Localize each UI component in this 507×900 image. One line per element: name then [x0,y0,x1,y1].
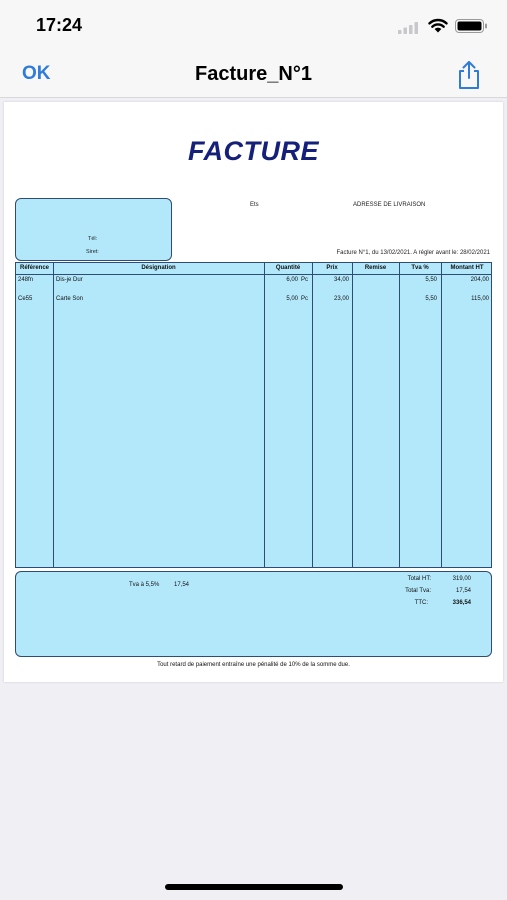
totals-box [15,571,492,657]
delivery-address-label: ADRESSE DE LIVRAISON [353,202,426,208]
header-vat: Tva % [411,265,429,271]
signal-icon [398,22,418,34]
battery-icon [455,19,488,33]
ttc-value: 336,54 [452,600,471,606]
header-discount: Remise [364,265,387,271]
share-button[interactable] [455,60,483,90]
vat-breakdown-label: Tva à 5,5% [129,582,160,588]
total-ht-value: 319,00 [452,576,471,582]
header-quantity: Quantité [275,265,301,271]
ttc-label: TTC: [414,600,428,606]
navigation-bar [0,52,507,98]
header-reference: Référence [19,265,49,271]
table-row-1-quantity: 6,00 [286,277,298,283]
table-row-1-designation: Dis-je Dur [56,277,83,283]
invoice-heading: FACTURE [188,136,319,166]
home-indicator[interactable] [165,884,343,890]
page-title: Facture_N°1 [195,63,312,85]
share-icon [455,60,483,90]
table-row-1-amount: 204,00 [470,277,489,283]
company-name: Ets [250,202,259,208]
client-box [15,198,172,261]
invoice-info-line: Facture N°1, du 13/02/2021. A régler avant le: 28/02/2021 [336,250,490,256]
header-designation: Désignation [141,265,176,271]
total-ht-label: Total HT: [407,576,431,582]
wifi-icon [428,17,448,33]
invoice-document [4,102,503,682]
table-row-2-reference: Ce55 [18,296,33,302]
table-row-2-quantity: 5,00 [286,296,298,302]
table-row-1-vat: 5,50 [425,277,437,283]
items-table [15,262,492,568]
table-row-1-reference: 248fn [18,277,34,283]
payment-penalty-note: Tout retard de paiement entraîne une pénalité de 10% de la somme due. [157,662,350,668]
ok-button[interactable]: OK [22,63,51,84]
status-bar [0,0,507,52]
header-price: Prix [326,265,338,271]
table-row-1-price: 34,00 [333,277,349,283]
vat-breakdown-value: 17,54 [174,582,190,588]
table-row-2-amount: 115,00 [471,296,489,302]
client-siret-label: Siret: [86,249,99,255]
total-tva-value: 17,54 [455,588,471,594]
table-row-2-designation: Carte Son [56,296,84,302]
table-row-2-price: 23,00 [333,296,349,302]
status-time: 17:24 [36,15,83,35]
table-row-2-unit: Pc [301,296,309,302]
header-amount: Montant HT [450,265,484,271]
total-tva-label: Total Tva: [405,588,431,594]
table-row-1-unit: Pc [301,277,309,283]
client-tel-label: Tél: [88,236,98,242]
table-row-2-vat: 5,50 [425,296,437,302]
